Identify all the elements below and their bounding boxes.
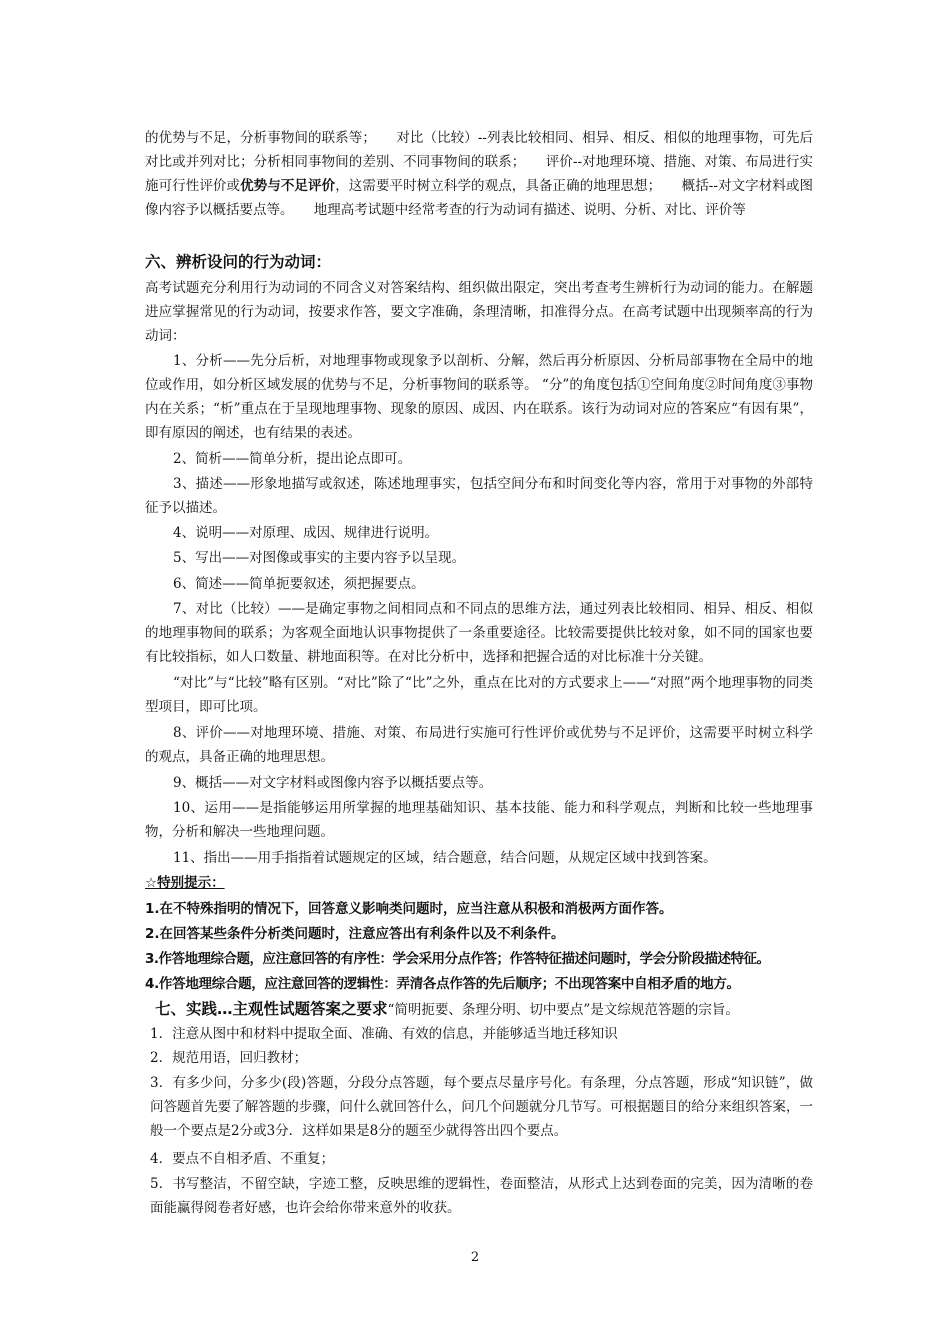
verb-item-1: 1、分析——先分后析，对地理事物或现象予以剖析、分解，然后再分析原因、分析局部事物在全局中的地位或作用，如分析区域发展的优势与不足，分析事物间的联系等。 “分”的角度包括①空间角度②时间角度③事物内在关系；“析”重点在于呈现地理事物、现象的原因、成因、内在联系。该行为动词对应的答案应“有因有果”，即有原因的阐述，也有结果的表述。 [145, 353, 813, 441]
page-number: 2 [470, 1250, 480, 1265]
section-7-title: 七、实践…主观性试题答案之要求 [155, 1000, 388, 1018]
verb-item-5: 5、写出——对图像或事实的主要内容予以呈现。 [173, 550, 466, 566]
requirement-item-1: 1．注意从图中和材料中提取全面、准确、有效的信息，并能够适当地迁移知识 [150, 1026, 618, 1042]
verb-item-7-note: “对比”与“比较”略有区别。“对比”除了“比”之外，重点在比对的方式要求上——“对照”两个地理事物的同类型项目，即可比项。 [145, 675, 813, 715]
intro-text-a: 的优势与不足，分析事物间的联系等； 对比（比较）--列表比较相同、相异、相反、相似的地理事物，可先后对比或并列对比；分析相同事物间的差别、不同事物间的联系； 评价--对地理环境、措施、对策、布局进行实施可行性评价或 [145, 130, 813, 194]
tips-title [145, 871, 825, 895]
verb-item-11: 11、指出——用手指指着试题规定的区域，结合题意，结合问题，从规定区域中找到答案。 [173, 850, 717, 866]
requirement-item-3: 3．有多少问，分多少(段)答题，分段分点答题，每个要点尽量序号化。有条理，分点答题，形成“知识链”，做问答题首先要了解答题的步骤，问什么就回答什么，问几个问题就分几节写。可根据题目的给分来组织答案，一般一个要点是2分或3分．这样如果是8分的题至少就得答出四个要点。 [150, 1075, 813, 1139]
requirement-item-5: 5．书写整洁，不留空缺，字迹工整，反映思维的逻辑性，卷面整洁，从形式上达到卷面的完美，因为清晰的卷面能赢得阅卷者好感，也许会给你带来意外的收获。 [150, 1176, 813, 1216]
section-7-heading [155, 998, 739, 1021]
tip-item-1: 1.在不特殊指明的情况下，回答意义影响类问题时，应当注意从积极和消极两方面作答。 [145, 901, 673, 917]
tip-item-4: 4.作答地理综合题，应注意回答的逻辑性：弄清各点作答的先后顺序；不出现答案中自相矛盾的地方。 [145, 976, 740, 992]
intro-paragraph [145, 126, 813, 222]
verb-item-10: 10、运用——是指能够运用所掌握的地理基础知识、基本技能、能力和科学观点，判断和比较一些地理事物，分析和解决一些地理问题。 [145, 800, 813, 840]
verb-item-7: 7、对比（比较）——是确定事物之间相同点和不同点的思维方法，通过列表比较相同、相异、相反、相似的地理事物间的联系；为客观全面地认识事物提供了一条重要途径。比较需要提供比较对象，如不同的国家也要有比较指标，如人口数量、耕地面积等。在对比分析中，选择和把握合适的对比标准十分关键。 [145, 601, 813, 665]
verb-item-2: 2、简析——简单分析，提出论点即可。 [173, 451, 412, 467]
section-7-subtitle: “简明扼要、条理分明、切中要点”是文综规范答题的宗旨。 [387, 1002, 739, 1018]
section-6-title: 六、辨析设问的行为动词： [145, 253, 332, 271]
verb-item-4: 4、说明——对原理、成因、规律进行说明。 [173, 525, 439, 541]
verb-item-8: 8、评价——对地理环境、措施、对策、布局进行实施可行性评价或优势与不足评价，这需要平时树立科学的观点，具备正确的地理思想。 [145, 725, 813, 765]
tips-title-text: ☆特别提示： [145, 875, 225, 891]
intro-text-bold: 优势与不足评价 [240, 178, 336, 194]
verb-item-6: 6、简述——简单扼要叙述，须把握要点。 [173, 576, 425, 592]
intro-text-b: ，这需要平时树立科学的观点，具备正确的地理思想； 概括--对文字材料或图像内容予以概括要点等。 地理高考试题中经常考查的行为动词有描述、说明、分析、对比、评价等 [145, 178, 814, 218]
verb-item-9: 9、概括——对文字材料或图像内容予以概括要点等。 [173, 775, 493, 791]
tip-item-3: 3.作答地理综合题，应注意回答的有序性：学会采用分点作答；作答特征描述问题时，学会分阶段描述特征。 [145, 951, 770, 967]
requirement-item-4: 4．要点不自相矛盾、不重复； [150, 1151, 335, 1167]
tip-item-2: 2.在回答某些条件分析类问题时，注意应答出有利条件以及不利条件。 [145, 926, 565, 942]
requirement-item-2: 2．规范用语，回归教材； [150, 1050, 308, 1066]
verb-item-3: 3、描述——形象地描写或叙述，陈述地理事实，包括空间分布和时间变化等内容，常用于对事物的外部特征予以描述。 [145, 476, 813, 516]
section-6-intro: 高考试题充分利用行为动词的不同含义对答案结构、组织做出限定，突出考查考生辨析行为动词的能力。在解题进应掌握常见的行为动词，按要求作答，要文字准确，条理清晰，扣准得分点。在高考试题中出现频率高的行为动词： [145, 280, 813, 344]
